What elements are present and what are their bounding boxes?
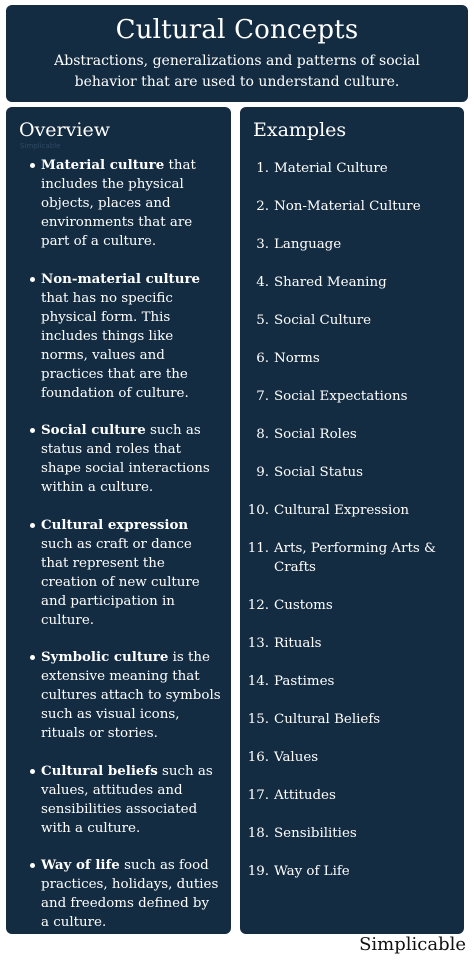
overview-text: such as craft or dance that represent the creation of new culture and participation in culture. bbox=[41, 536, 200, 628]
example-number: 5. bbox=[256, 313, 269, 328]
example-item bbox=[240, 349, 456, 368]
bullet-icon bbox=[30, 863, 35, 868]
bullet-icon bbox=[30, 277, 35, 282]
examples-heading: Examples bbox=[253, 119, 347, 141]
overview-text: that has no specific physical form. This includes things like norms, values and practices that are the foundation of culture. bbox=[41, 290, 189, 401]
overview-text: such as food practices, holidays, duties and freedoms defined by a culture. bbox=[41, 858, 219, 930]
example-number: 11. bbox=[247, 541, 269, 556]
overview-term: Symbolic culture bbox=[41, 649, 169, 665]
overview-term: Cultural expression bbox=[41, 516, 189, 533]
example-number: 6. bbox=[256, 351, 269, 366]
example-label: Customs bbox=[274, 598, 333, 613]
example-label: Non-Material Culture bbox=[274, 199, 421, 214]
example-item bbox=[240, 425, 456, 444]
example-label: Rituals bbox=[274, 636, 322, 651]
example-label: Sensibilities bbox=[274, 826, 357, 841]
overview-term: Way of life bbox=[41, 857, 120, 873]
bullet-icon bbox=[30, 163, 35, 168]
overview-term: Material culture bbox=[41, 157, 165, 173]
example-number: 1. bbox=[256, 161, 269, 176]
example-item bbox=[240, 634, 456, 653]
example-item bbox=[240, 824, 456, 843]
overview-item bbox=[30, 421, 221, 497]
overview-term: Social culture bbox=[41, 422, 146, 438]
overview-item bbox=[30, 648, 221, 743]
example-number: 10. bbox=[247, 503, 269, 518]
example-number: 17. bbox=[247, 788, 269, 803]
overview-heading: Overview bbox=[19, 119, 110, 141]
example-item bbox=[240, 387, 456, 406]
examples-panel bbox=[240, 107, 464, 934]
overview-term: Cultural beliefs bbox=[41, 762, 158, 779]
bullet-icon bbox=[30, 655, 35, 660]
example-number: 12. bbox=[247, 598, 269, 613]
example-item bbox=[240, 197, 456, 216]
bullet-icon bbox=[30, 428, 35, 433]
example-label: Values bbox=[274, 750, 319, 765]
example-item bbox=[240, 159, 456, 178]
example-number: 7. bbox=[256, 389, 269, 404]
example-label: Norms bbox=[274, 351, 320, 366]
overview-item bbox=[30, 762, 221, 838]
header-banner bbox=[6, 5, 468, 102]
example-item bbox=[240, 311, 456, 330]
example-item bbox=[240, 748, 456, 767]
example-number: 2. bbox=[256, 199, 269, 214]
example-label: Attitudes bbox=[274, 788, 336, 803]
example-item bbox=[240, 596, 456, 615]
example-item bbox=[240, 235, 456, 254]
example-label: Way of Life bbox=[274, 864, 350, 879]
overview-item bbox=[30, 156, 221, 251]
overview-item bbox=[30, 270, 221, 403]
example-label: Arts, Performing Arts & Crafts bbox=[274, 541, 436, 575]
example-label: Social Culture bbox=[274, 313, 372, 328]
example-item bbox=[240, 539, 456, 577]
example-label: Cultural Beliefs bbox=[274, 712, 381, 727]
bullet-icon bbox=[30, 523, 35, 528]
example-number: 18. bbox=[247, 826, 269, 841]
page-title: Cultural Concepts bbox=[115, 15, 359, 45]
examples-list bbox=[240, 142, 464, 881]
example-label: Cultural Expression bbox=[274, 503, 410, 518]
example-number: 15. bbox=[247, 712, 269, 727]
overview-list bbox=[6, 150, 231, 932]
example-number: 16. bbox=[247, 750, 269, 765]
example-number: 4. bbox=[256, 275, 269, 290]
example-label: Social Expectations bbox=[274, 389, 408, 404]
example-number: 9. bbox=[256, 465, 269, 480]
example-number: 3. bbox=[256, 237, 269, 252]
example-item bbox=[240, 672, 456, 691]
example-number: 8. bbox=[256, 427, 269, 442]
example-number: 19. bbox=[247, 864, 269, 879]
example-item bbox=[240, 786, 456, 805]
overview-item bbox=[30, 516, 221, 630]
example-label: Pastimes bbox=[274, 674, 335, 689]
example-number: 13. bbox=[247, 636, 269, 651]
example-item bbox=[240, 463, 456, 482]
page-subtitle: Abstractions, generalizations and patterns of social behavior that are used to understand culture. bbox=[54, 53, 420, 90]
overview-item bbox=[30, 856, 221, 932]
overview-watermark: Simplicable bbox=[20, 142, 61, 150]
example-number: 14. bbox=[247, 674, 269, 689]
overview-panel bbox=[6, 107, 231, 934]
example-label: Material Culture bbox=[274, 161, 388, 176]
example-item bbox=[240, 710, 456, 729]
example-label: Social Status bbox=[274, 465, 363, 480]
example-label: Social Roles bbox=[274, 427, 357, 442]
overview-text: that includes the physical objects, places and environments that are part of a culture. bbox=[41, 158, 196, 249]
example-item bbox=[240, 273, 456, 292]
example-item bbox=[240, 501, 456, 520]
overview-term: Non-material culture bbox=[41, 270, 201, 287]
example-label: Language bbox=[274, 237, 342, 252]
overview-text: is the extensive meaning that cultures attach to symbols such as visual icons, rituals or stories. bbox=[41, 650, 221, 741]
overview-text: such as status and roles that shape social interactions within a culture. bbox=[41, 423, 210, 495]
bullet-icon bbox=[30, 769, 35, 774]
overview-text: such as values, attitudes and sensibilities associated with a culture. bbox=[41, 763, 213, 836]
example-label: Shared Meaning bbox=[274, 275, 387, 290]
brand-label[interactable]: Simplicable bbox=[359, 934, 466, 955]
example-item bbox=[240, 862, 456, 881]
